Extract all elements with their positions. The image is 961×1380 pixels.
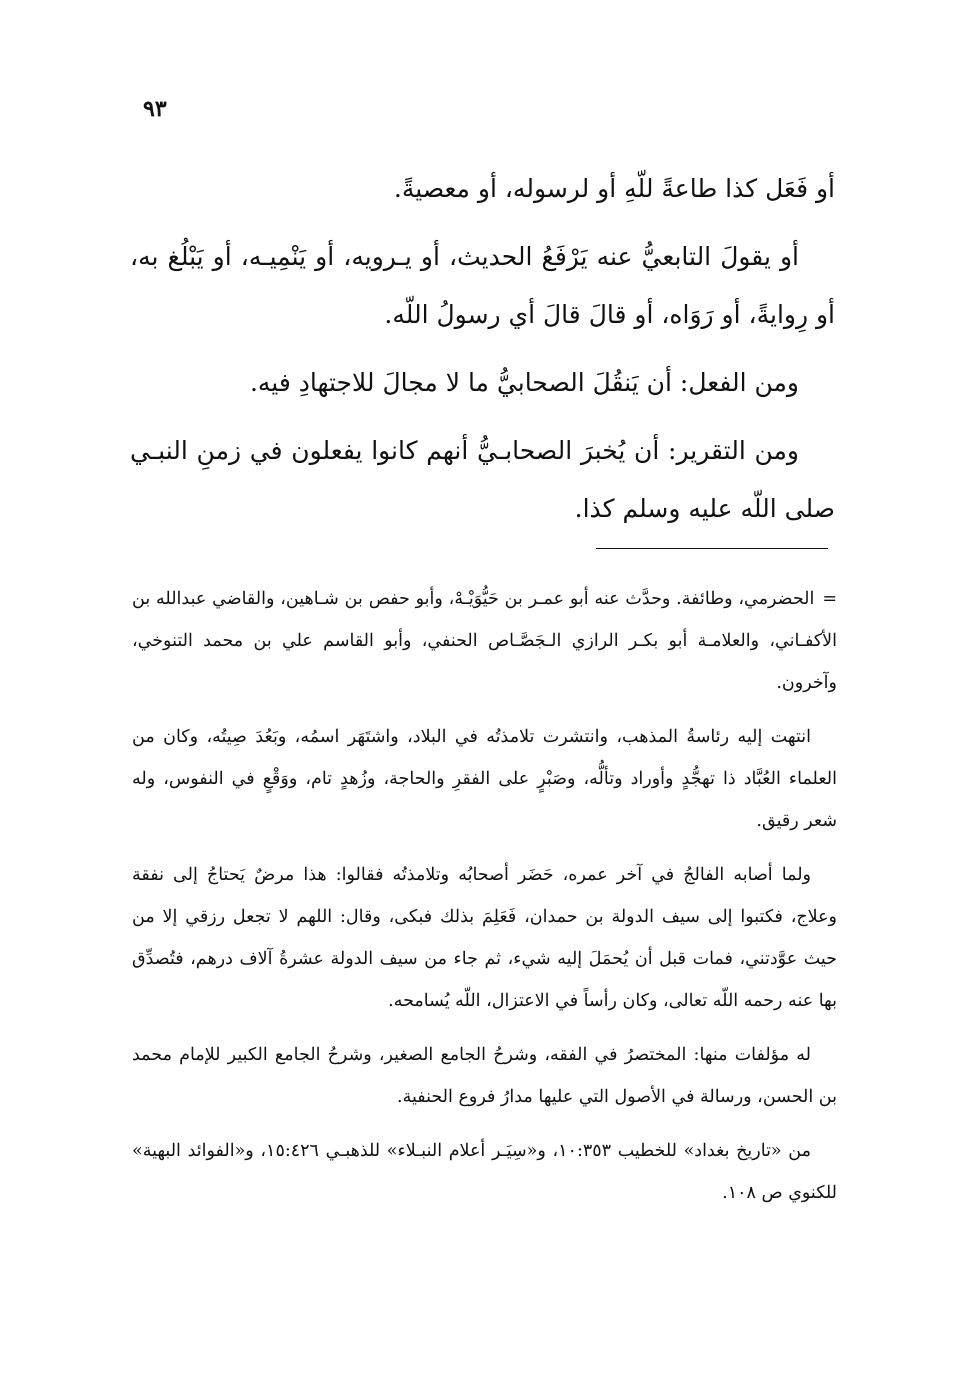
main-paragraph: أو يقولَ التابعيُّ عنه يَرْفَعُ الحديث، أو يـرويه، أو يَنْمِيـه، أو يَبْلُغ به، أو رِوايةً، أو رَوَاه، أو قالَ قالَ أي رسولُ اللّه.	[130, 242, 835, 329]
footnote-paragraph	[132, 578, 837, 704]
main-paragraph: ومن التقرير: أن يُخبرَ الصحابـيُّ أنهم كانوا يفعلون في زمنِ النبـي صلى اللّه عليه وسلم كذا.	[130, 436, 835, 523]
main-paragraph: أو فَعَل كذا طاعةً للّهِ أو لرسوله، أو معصيةً.	[393, 174, 835, 203]
footnote-paragraph: له مؤلفات منها: المختصرُ في الفقه، وشرحُ الجامع الصغير، وشرحُ الجامع الكبير للإمام محمد بن الحسن، ورسالة في الأصول التي عليها مدارُ فروع الحنفية.	[132, 1045, 837, 1107]
page-number: ٩٣	[143, 96, 167, 122]
footnote-paragraph-text: الحضرمي، وطائفة. وحدَّث عنه أبو عمـر بن حَيُّوَيْـهْ، وأبو حفص بن شـاهين، والقاضي عبدالله بن الأكفـاني، والعلامـة أبو بكـر الرازي الـجَصَّـاص الحنفي، وأبو القاسم علي بن محمد التنوخي، وآخرون.	[132, 589, 837, 693]
footnote-paragraph: من «تاريخ بغداد» للخطيب ١٠:٣٥٣، و«سِيَـر أعلام النبـلاء» للذهبـي ١٥:٤٢٦، و«الفوائد البهية» للكنوي ص ١٠٨.	[132, 1141, 837, 1203]
footnote-paragraph: ولما أصابه الفالجُ في آخر عمره، حَضَر أصحابُه وتلامذتُه فقالوا: هذا مرضٌ يَحتاجُ إلى نفقة وعلاج، فكتبوا إلى سيف الدولة بن حمدان، فَعَلِمَ بذلك فبكى، وقال: اللهم لا تجعل رزقي إلا من حيث عوَّدتني، فمات قبل أن يُحمَلَ إليه شيء، ثم جاء من سيف الدولة عشرةُ آلاف درهم، فتُصدِّق بها عنه رحمه اللّه تعالى، وكان رأساً في الاعتزال، اللّه يُسامحه.	[132, 865, 837, 1011]
main-text	[130, 160, 835, 548]
main-paragraph: ومن الفعل: أن يَنقُلَ الصحابيُّ ما لا مجالَ للاجتهادِ فيه.	[249, 368, 799, 397]
continuation-mark: =	[822, 589, 837, 609]
footnote-paragraph: انتهت إليه رئاسةُ المذهب، وانتشرت تلامذتُه في البلاد، واشتَهَر اسمُه، وبَعُدَ صِيتُه، وكان من العلماء العُبَّاد ذا تهجُّدٍ وأوراد وتألُّه، وصَبْرٍ على الفقرِ والحاجة، وزُهدٍ تام، ووَقْعٍ في النفوس، وله شعر رقيق.	[132, 727, 837, 831]
footnotes	[132, 578, 837, 1226]
footnote-separator	[596, 548, 828, 549]
